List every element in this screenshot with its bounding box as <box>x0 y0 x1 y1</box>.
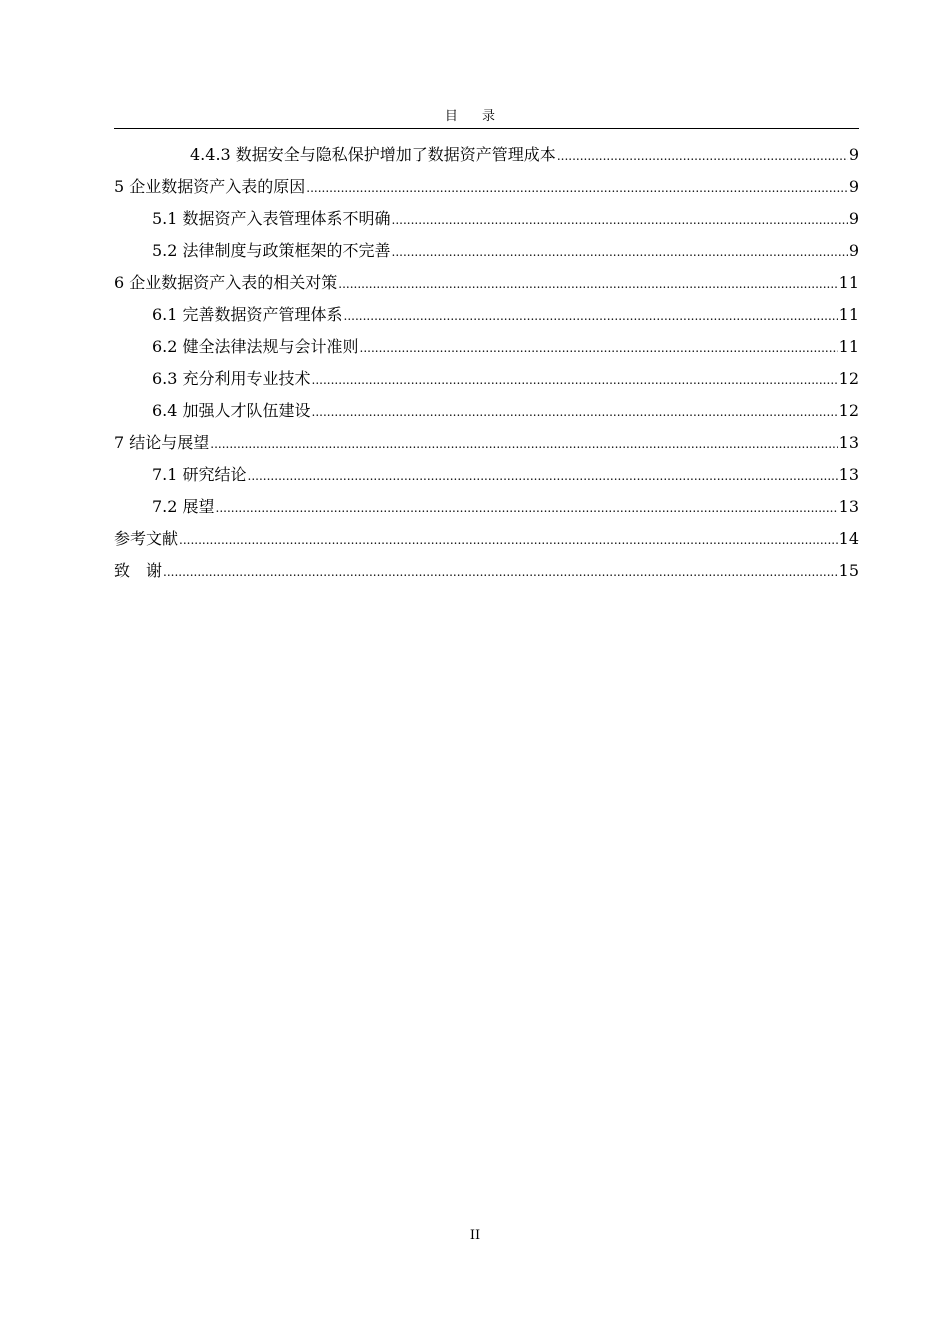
toc-entry-references[interactable] <box>114 525 859 557</box>
header-divider <box>114 128 859 129</box>
toc-entry-6-3[interactable] <box>114 365 859 397</box>
toc-entry-title: 7.1 研究结论 <box>152 465 247 484</box>
toc-entry-page: 9 <box>848 177 859 196</box>
toc-entry-page: 9 <box>848 209 859 228</box>
toc-dot-leader <box>360 334 838 362</box>
toc-entry-page: 11 <box>838 273 859 292</box>
toc-entry-5-1[interactable] <box>114 205 859 237</box>
toc-entry-page: 9 <box>848 145 859 164</box>
toc-dot-leader <box>179 526 838 554</box>
toc-entry-title: 6.2 健全法律法规与会计准则 <box>152 337 359 356</box>
toc-dot-leader <box>306 174 848 202</box>
toc-entry-title: 7 结论与展望 <box>114 433 210 452</box>
toc-entry-title: 致 谢 <box>114 561 163 580</box>
table-of-contents <box>114 141 859 589</box>
toc-entry-6[interactable] <box>114 269 859 301</box>
toc-entry-page: 13 <box>838 497 859 516</box>
toc-dot-leader <box>216 494 838 522</box>
toc-entry-page: 11 <box>838 305 859 324</box>
toc-entry-6-1[interactable] <box>114 301 859 333</box>
toc-entry-7[interactable] <box>114 429 859 461</box>
toc-dot-leader <box>312 366 838 394</box>
toc-dot-leader <box>392 206 848 234</box>
toc-dot-leader <box>210 430 837 458</box>
toc-entry-5[interactable] <box>114 173 859 205</box>
toc-entry-6-4[interactable] <box>114 397 859 429</box>
toc-entry-page: 12 <box>838 369 859 388</box>
toc-dot-leader <box>312 398 838 426</box>
toc-entry-page: 12 <box>838 401 859 420</box>
toc-entry-title: 6.4 加强人才队伍建设 <box>152 401 311 420</box>
toc-entry-page: 11 <box>838 337 859 356</box>
toc-dot-leader <box>248 462 838 490</box>
toc-entry-4-4-3[interactable] <box>114 141 859 173</box>
toc-entry-7-1[interactable] <box>114 461 859 493</box>
toc-entry-page: 13 <box>838 433 859 452</box>
toc-entry-title: 4.4.3 数据安全与隐私保护增加了数据资产管理成本 <box>190 145 556 164</box>
toc-entry-page: 15 <box>838 561 859 580</box>
toc-entry-6-2[interactable] <box>114 333 859 365</box>
toc-entry-title: 6.3 充分利用专业技术 <box>152 369 311 388</box>
toc-dot-leader <box>163 558 838 586</box>
page-number: II <box>469 1228 481 1243</box>
toc-dot-leader <box>392 238 848 266</box>
page-header-title: 目 录 <box>444 109 506 124</box>
toc-entry-title: 6.1 完善数据资产管理体系 <box>152 305 343 324</box>
toc-entry-5-2[interactable] <box>114 237 859 269</box>
toc-entry-7-2[interactable] <box>114 493 859 525</box>
toc-entry-page: 14 <box>838 529 859 548</box>
toc-entry-title: 参考文献 <box>114 529 179 548</box>
toc-entry-page: 9 <box>848 241 859 260</box>
toc-dot-leader <box>557 142 848 170</box>
toc-entry-title: 6 企业数据资产入表的相关对策 <box>114 273 338 292</box>
toc-entry-title: 5.1 数据资产入表管理体系不明确 <box>152 209 391 228</box>
toc-dot-leader <box>344 302 838 330</box>
toc-entry-title: 5.2 法律制度与政策框架的不完善 <box>152 241 391 260</box>
toc-entry-title: 7.2 展望 <box>152 497 215 516</box>
toc-dot-leader <box>338 270 837 298</box>
toc-entry-acknowledgements[interactable] <box>114 557 859 589</box>
toc-entry-title: 5 企业数据资产入表的原因 <box>114 177 306 196</box>
toc-entry-page: 13 <box>838 465 859 484</box>
